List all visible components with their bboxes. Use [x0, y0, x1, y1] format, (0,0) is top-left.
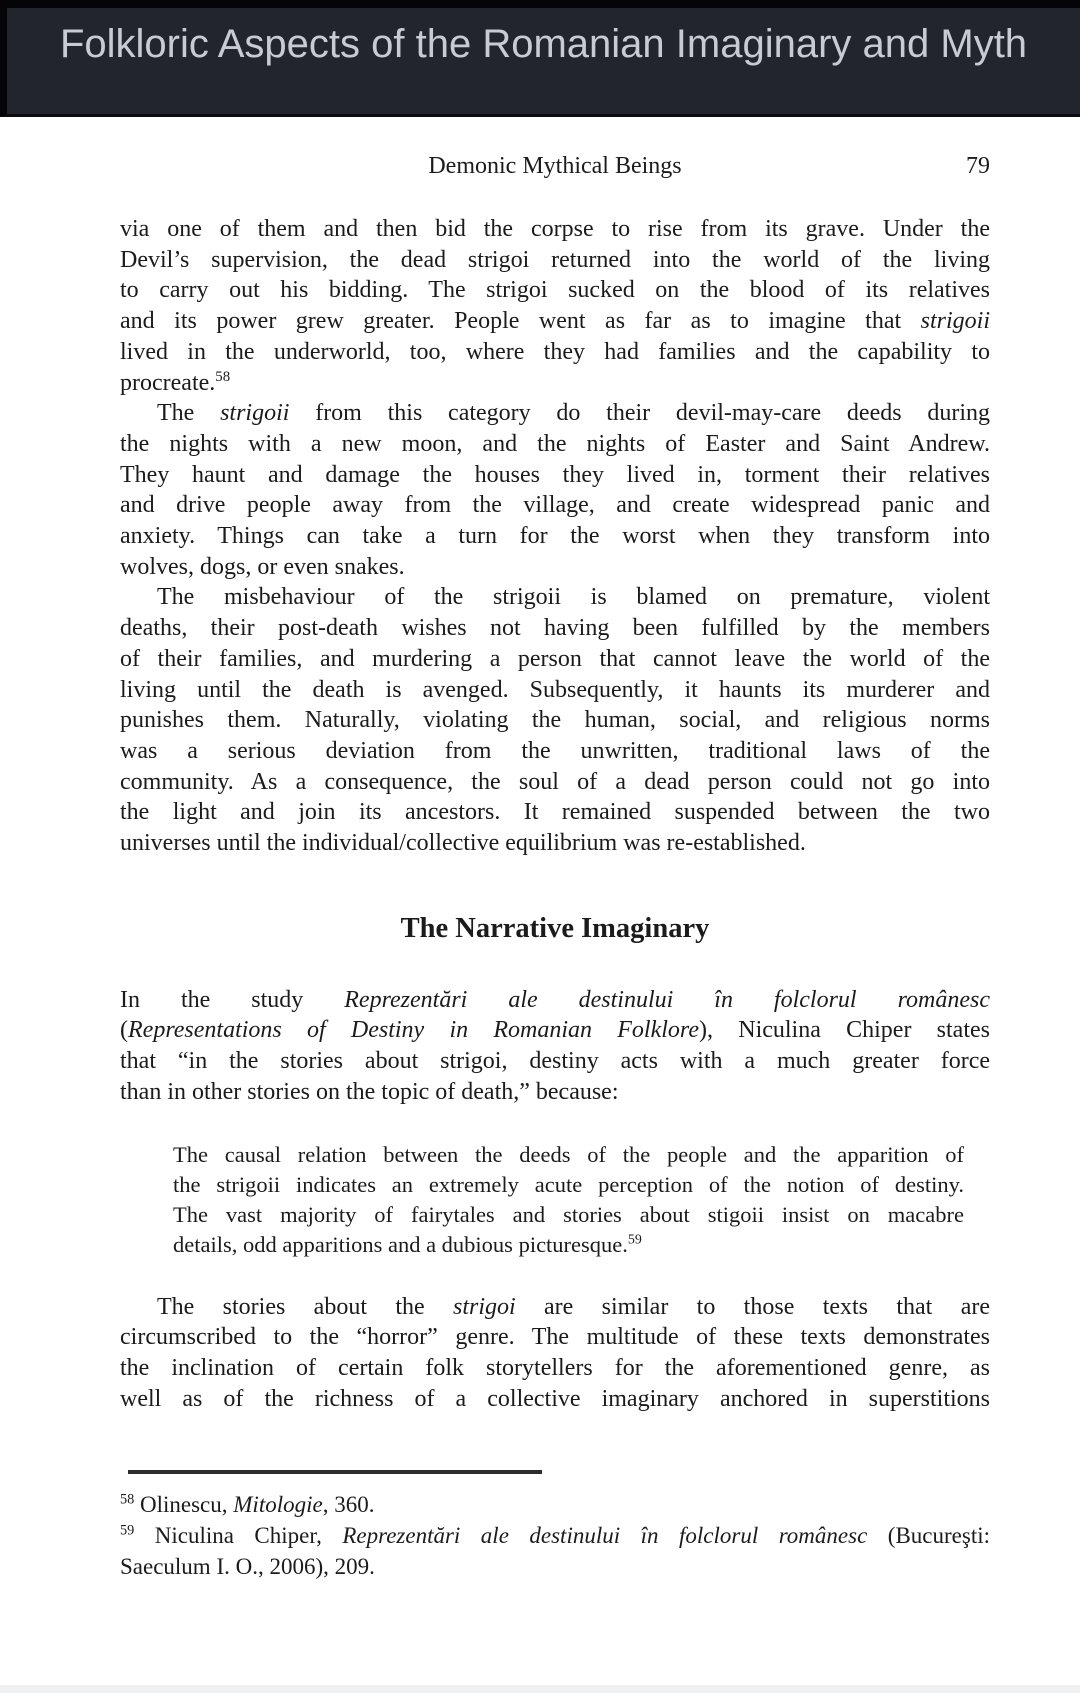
text-line [120, 1322, 990, 1353]
text-line [120, 245, 990, 276]
text-segment: was a serious deviation from the unwritten, traditional laws of the [120, 737, 990, 764]
text-segment: Saeculum I. O., 2006), 209. [120, 1554, 375, 1580]
paragraph-5 [120, 1292, 990, 1415]
text-segment: living until the death is avenged. Subsequently, it haunts its murderer and [120, 676, 990, 703]
text-segment: The [157, 400, 221, 427]
text-segment: universes until the individual/collective equilibrium was re-established. [120, 830, 806, 857]
text-segment: The vast majority of fairytales and stories about stigoii insist on macabre [173, 1201, 964, 1227]
text-line [120, 1077, 990, 1108]
text-line [120, 306, 990, 337]
page-number: 79 [966, 153, 990, 179]
text-line [120, 828, 990, 859]
italic-text: Reprezentări ale destinului în folclorul românesc [342, 1523, 868, 1549]
footnotes [120, 1470, 990, 1582]
paragraph-4 [120, 985, 990, 1108]
text-line [120, 337, 990, 368]
text-segment: The causal relation between the deeds of the people and the apparition of [173, 1141, 964, 1167]
text-segment: In the study [120, 986, 345, 1013]
text-line [120, 521, 990, 552]
text-segment: and drive people away from the village, and create widespread panic and [120, 492, 990, 519]
text-segment: from this category do their devil-may-care deeds during [289, 400, 990, 427]
text-line [120, 275, 990, 306]
text-line [120, 214, 990, 245]
footnote-ref: 59 [120, 1522, 135, 1539]
italic-text: Mitologie [233, 1492, 323, 1518]
text-segment: , 360. [322, 1492, 375, 1518]
text-segment: details, odd apparitions and a dubious picturesque. [173, 1231, 628, 1257]
text-segment: are similar to those texts that are [515, 1293, 990, 1320]
italic-text: Representations of Destiny in Romanian Folklore [128, 1017, 699, 1044]
text-segment: of their families, and murdering a person that cannot leave the world of the [120, 645, 990, 672]
text-segment: than in other stories on the topic of death,” because: [120, 1078, 619, 1105]
text-line [120, 460, 990, 491]
text-segment: community. As a consequence, the soul of a dead person could not go into [120, 768, 990, 795]
bottom-strip [0, 1685, 1080, 1693]
paragraph-3 [120, 582, 990, 858]
paragraph-2 [120, 398, 990, 582]
text-line [173, 1230, 964, 1260]
page-body [120, 214, 990, 1582]
text-line [120, 797, 990, 828]
text-segment: anxiety. Things can take a turn for the worst when they transform into [120, 523, 990, 550]
text-segment: the inclination of certain folk storytellers for the aforementioned genre, as [120, 1354, 990, 1381]
text-segment: the strigoii indicates an extremely acute perception of the notion of destiny. [173, 1171, 964, 1197]
text-line [120, 675, 990, 706]
text-segment: ), Niculina Chiper states [699, 1017, 990, 1044]
text-line [120, 490, 990, 521]
text-line [120, 398, 990, 429]
text-segment: Olinescu, [134, 1492, 234, 1518]
text-segment: the nights with a new moon, and the nights of Easter and Saint Andrew. [120, 430, 990, 457]
text-segment: procreate. [120, 369, 216, 396]
italic-text: strigoi [453, 1293, 516, 1320]
text-line [120, 1353, 990, 1384]
text-line [120, 582, 990, 613]
text-segment: the light and join its ancestors. It remained suspended between the two [120, 799, 990, 826]
text-segment: to carry out his bidding. The strigoi sucked on the blood of its relatives [120, 277, 990, 304]
text-line [120, 613, 990, 644]
text-line [120, 705, 990, 736]
text-line [120, 1489, 990, 1520]
text-segment: deaths, their post-death wishes not having been fulfilled by the members [120, 615, 990, 642]
text-line [120, 368, 990, 399]
block-quote [173, 1140, 964, 1260]
text-line [120, 985, 990, 1016]
text-line [120, 767, 990, 798]
text-segment: ( [120, 1017, 128, 1044]
italic-text: strigoii [920, 308, 990, 335]
text-segment: lived in the underworld, too, where they had families and the capability to [120, 338, 990, 365]
text-line [120, 644, 990, 675]
text-segment: The misbehaviour of the strigoii is blamed on premature, violent [157, 584, 990, 611]
text-line [120, 1520, 990, 1551]
italic-text: Reprezentări ale destinului în folclorul românesc [344, 986, 990, 1013]
text-segment: that “in the stories about strigoi, destiny acts with a much greater force [120, 1048, 990, 1075]
text-segment: circumscribed to the “horror” genre. The multitude of these texts demonstrates [120, 1324, 990, 1351]
footnote-separator [128, 1470, 542, 1474]
italic-text: strigoii [220, 400, 290, 427]
text-segment: via one of them and then bid the corpse to rise from its grave. Under the [120, 216, 990, 242]
text-line [120, 429, 990, 460]
book-page[interactable] [0, 117, 1080, 1582]
text-segment: Niculina Chiper, [134, 1523, 343, 1549]
text-segment: (Bucureşti: [867, 1523, 990, 1549]
text-line [120, 1551, 990, 1582]
book-title: Folkloric Aspects of the Romanian Imaginary and Myth [59, 22, 1028, 66]
text-line [120, 1292, 990, 1323]
text-line [120, 552, 990, 583]
text-line [173, 1140, 964, 1170]
reader-header [0, 0, 1080, 117]
text-segment: well as of the richness of a collective imaginary anchored in superstitions [120, 1385, 990, 1412]
text-line [120, 1015, 990, 1046]
section-heading: The Narrative Imaginary [400, 912, 710, 944]
text-line [173, 1200, 964, 1230]
text-segment: Devil’s supervision, the dead strigoi returned into the world of the living [120, 246, 990, 273]
text-segment: and its power grew greater. People went as far as to imagine that [120, 308, 921, 335]
text-segment: The stories about the [157, 1293, 453, 1320]
text-segment: punishes them. Naturally, violating the human, social, and religious norms [120, 707, 990, 734]
paragraph-1 [120, 214, 990, 398]
text-line [120, 736, 990, 767]
running-head-title: Demonic Mythical Beings [428, 153, 682, 179]
footnote-ref: 59 [627, 1232, 642, 1248]
text-line [120, 1384, 990, 1415]
running-head [120, 153, 990, 180]
text-segment: wolves, dogs, or even snakes. [120, 553, 405, 580]
footnote-ref: 58 [215, 368, 231, 385]
text-line [120, 1046, 990, 1077]
text-segment: They haunt and damage the houses they lived in, torment their relatives [120, 461, 990, 488]
footnote-ref: 58 [120, 1491, 135, 1508]
text-line [173, 1170, 964, 1200]
